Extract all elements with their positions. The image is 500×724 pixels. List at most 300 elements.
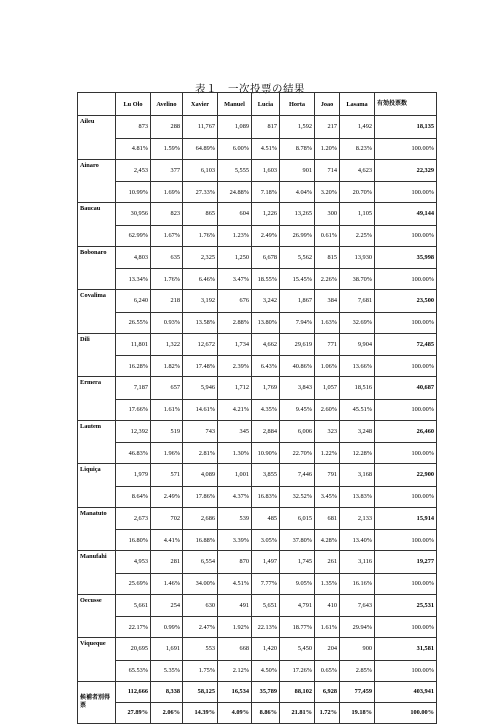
percent-cell: 7.18% [252, 182, 280, 203]
vote-cell: 4,089 [183, 464, 218, 487]
percent-cell: 22.17% [116, 617, 151, 638]
column-header: Avelino [151, 93, 183, 116]
vote-cell: 11,801 [116, 333, 151, 356]
percent-cell: 9.45% [280, 399, 315, 420]
election-results-table [77, 92, 437, 724]
total-vote-cell: 35,789 [252, 681, 280, 702]
percent-cell: 2.12% [218, 660, 252, 681]
percent-cell: 0.93% [151, 312, 183, 333]
vote-cell: 11,767 [183, 116, 218, 139]
percent-cell: 4.41% [151, 530, 183, 551]
district-spacer [78, 399, 116, 420]
district-name: Liquiça [78, 464, 116, 487]
vote-cell: 377 [151, 159, 183, 182]
percent-cell: 34.00% [183, 573, 218, 594]
percent-cell: 7.94% [280, 312, 315, 333]
vote-cell: 410 [315, 594, 340, 617]
percent-cell: 100.00% [375, 399, 437, 420]
total-vote-cell: 16,534 [218, 681, 252, 702]
vote-cell: 3,855 [252, 464, 280, 487]
percent-cell: 100.00% [375, 182, 437, 203]
percent-cell: 1.76% [183, 225, 218, 246]
vote-cell: 2,325 [183, 246, 218, 269]
vote-cell: 300 [315, 203, 340, 226]
vote-cell: 2,884 [252, 420, 280, 443]
percent-cell: 13.40% [340, 530, 375, 551]
footer-label: 候補者別得票 [78, 681, 116, 723]
percent-cell: 3.20% [315, 182, 340, 203]
vote-cell: 4,803 [116, 246, 151, 269]
percent-cell: 1.61% [315, 617, 340, 638]
percent-cell: 6.46% [183, 269, 218, 290]
vote-cell: 2,686 [183, 507, 218, 530]
percent-cell: 1.59% [151, 138, 183, 159]
vote-cell: 702 [151, 507, 183, 530]
district-spacer [78, 443, 116, 464]
district-spacer [78, 486, 116, 507]
vote-cell: 288 [151, 116, 183, 139]
district-name: Covalima [78, 290, 116, 313]
percent-cell: 45.51% [340, 399, 375, 420]
vote-cell: 30,956 [116, 203, 151, 226]
district-name: Manatuto [78, 507, 116, 530]
percent-cell: 0.61% [315, 225, 340, 246]
vote-cell: 3,116 [340, 551, 375, 574]
column-header: Joao [315, 93, 340, 116]
vote-cell: 1,745 [280, 551, 315, 574]
vote-cell: 6,678 [252, 246, 280, 269]
percent-cell: 14.61% [183, 399, 218, 420]
vote-cell: 7,643 [340, 594, 375, 617]
percent-cell: 10.90% [252, 443, 280, 464]
vote-cell: 2,453 [116, 159, 151, 182]
vote-cell: 7,681 [340, 290, 375, 313]
percent-cell: 13.66% [340, 356, 375, 377]
percent-cell: 8.23% [340, 138, 375, 159]
vote-cell: 5,651 [252, 594, 280, 617]
vote-cell: 1,057 [315, 377, 340, 400]
percent-cell: 18.77% [280, 617, 315, 638]
percent-cell: 0.65% [315, 660, 340, 681]
vote-cell: 1,089 [218, 116, 252, 139]
vote-cell: 12,672 [183, 333, 218, 356]
total-percent-cell: 8.86% [252, 702, 280, 723]
vote-cell: 29,619 [280, 333, 315, 356]
vote-cell: 681 [315, 507, 340, 530]
percent-cell: 17.26% [280, 660, 315, 681]
total-percent-cell: 14.39% [183, 702, 218, 723]
percent-cell: 16.16% [340, 573, 375, 594]
vote-cell: 657 [151, 377, 183, 400]
vote-cell: 6,554 [183, 551, 218, 574]
vote-cell: 204 [315, 638, 340, 661]
percent-cell: 2.47% [183, 617, 218, 638]
vote-cell: 901 [280, 159, 315, 182]
percent-cell: 24.88% [218, 182, 252, 203]
percent-cell: 17.66% [116, 399, 151, 420]
total-vote-cell: 8,338 [151, 681, 183, 702]
table-row-percent [78, 182, 437, 203]
percent-cell: 2.85% [340, 660, 375, 681]
district-spacer [78, 312, 116, 333]
vote-cell: 630 [183, 594, 218, 617]
vote-cell: 2,133 [340, 507, 375, 530]
vote-cell: 3,242 [252, 290, 280, 313]
district-spacer [78, 269, 116, 290]
table-row-percent [78, 269, 437, 290]
vote-cell: 817 [252, 116, 280, 139]
table-row-percent [78, 443, 437, 464]
vote-cell: 25,531 [375, 594, 437, 617]
vote-cell: 6,240 [116, 290, 151, 313]
vote-cell: 1,226 [252, 203, 280, 226]
percent-cell: 1.63% [315, 312, 340, 333]
vote-cell: 635 [151, 246, 183, 269]
percent-cell: 1.67% [151, 225, 183, 246]
percent-cell: 7.77% [252, 573, 280, 594]
vote-cell: 19,277 [375, 551, 437, 574]
vote-cell: 22,900 [375, 464, 437, 487]
percent-cell: 62.99% [116, 225, 151, 246]
vote-cell: 6,015 [280, 507, 315, 530]
percent-cell: 1.20% [315, 138, 340, 159]
vote-cell: 870 [218, 551, 252, 574]
vote-cell: 3,168 [340, 464, 375, 487]
percent-cell: 26.55% [116, 312, 151, 333]
district-spacer [78, 573, 116, 594]
percent-cell: 22.70% [280, 443, 315, 464]
table-row-votes [78, 594, 437, 617]
total-percent-cell: 21.81% [280, 702, 315, 723]
table-row-votes [78, 377, 437, 400]
table-row-total-percent [78, 702, 437, 723]
table-row-votes [78, 246, 437, 269]
vote-cell: 26,460 [375, 420, 437, 443]
percent-cell: 2.88% [218, 312, 252, 333]
vote-cell: 1,250 [218, 246, 252, 269]
district-spacer [78, 660, 116, 681]
percent-cell: 65.53% [116, 660, 151, 681]
vote-cell: 485 [252, 507, 280, 530]
column-header: Lucia [252, 93, 280, 116]
percent-cell: 18.55% [252, 269, 280, 290]
district-spacer [78, 356, 116, 377]
vote-cell: 3,843 [280, 377, 315, 400]
vote-cell: 539 [218, 507, 252, 530]
vote-cell: 553 [183, 638, 218, 661]
percent-cell: 100.00% [375, 617, 437, 638]
percent-cell: 8.64% [116, 486, 151, 507]
percent-cell: 100.00% [375, 486, 437, 507]
percent-cell: 4.35% [252, 399, 280, 420]
percent-cell: 13.58% [183, 312, 218, 333]
percent-cell: 100.00% [375, 269, 437, 290]
vote-cell: 519 [151, 420, 183, 443]
percent-cell: 4.28% [315, 530, 340, 551]
table-row-percent [78, 573, 437, 594]
percent-cell: 32.69% [340, 312, 375, 333]
total-vote-cell: 58,125 [183, 681, 218, 702]
percent-cell: 26.99% [280, 225, 315, 246]
vote-cell: 7,446 [280, 464, 315, 487]
percent-cell: 1.61% [151, 399, 183, 420]
percent-cell: 4.51% [252, 138, 280, 159]
vote-cell: 5,661 [116, 594, 151, 617]
percent-cell: 12.28% [340, 443, 375, 464]
percent-cell: 1.69% [151, 182, 183, 203]
percent-cell: 10.99% [116, 182, 151, 203]
percent-cell: 13.80% [252, 312, 280, 333]
vote-cell: 20,695 [116, 638, 151, 661]
total-percent-cell: 19.18% [340, 702, 375, 723]
vote-cell: 40,687 [375, 377, 437, 400]
vote-cell: 218 [151, 290, 183, 313]
percent-cell: 100.00% [375, 138, 437, 159]
vote-cell: 743 [183, 420, 218, 443]
vote-cell: 491 [218, 594, 252, 617]
percent-cell: 3.05% [252, 530, 280, 551]
percent-cell: 64.89% [183, 138, 218, 159]
vote-cell: 668 [218, 638, 252, 661]
vote-cell: 5,562 [280, 246, 315, 269]
percent-cell: 13.83% [340, 486, 375, 507]
vote-cell: 4,662 [252, 333, 280, 356]
percent-cell: 5.35% [151, 660, 183, 681]
vote-cell: 13,265 [280, 203, 315, 226]
percent-cell: 15.45% [280, 269, 315, 290]
total-percent-cell: 4.09% [218, 702, 252, 723]
district-name: Viqueque [78, 638, 116, 661]
percent-cell: 1.75% [183, 660, 218, 681]
table-row-percent [78, 530, 437, 551]
vote-cell: 4,623 [340, 159, 375, 182]
percent-cell: 16.83% [252, 486, 280, 507]
column-header [78, 93, 116, 116]
vote-cell: 6,006 [280, 420, 315, 443]
percent-cell: 1.82% [151, 356, 183, 377]
vote-cell: 49,144 [375, 203, 437, 226]
district-spacer [78, 530, 116, 551]
header-row [78, 93, 437, 116]
percent-cell: 3.39% [218, 530, 252, 551]
vote-cell: 1,105 [340, 203, 375, 226]
district-name: Lautem [78, 420, 116, 443]
percent-cell: 0.99% [151, 617, 183, 638]
vote-cell: 13,930 [340, 246, 375, 269]
table-row-percent [78, 399, 437, 420]
total-vote-cell: 403,941 [375, 681, 437, 702]
district-name: Ainaro [78, 159, 116, 182]
percent-cell: 4.04% [280, 182, 315, 203]
total-vote-cell: 6,928 [315, 681, 340, 702]
percent-cell: 27.33% [183, 182, 218, 203]
percent-cell: 16.28% [116, 356, 151, 377]
percent-cell: 17.86% [183, 486, 218, 507]
percent-cell: 4.50% [252, 660, 280, 681]
percent-cell: 25.69% [116, 573, 151, 594]
percent-cell: 1.30% [218, 443, 252, 464]
percent-cell: 4.37% [218, 486, 252, 507]
vote-cell: 791 [315, 464, 340, 487]
table-row-percent [78, 486, 437, 507]
table-row-votes [78, 551, 437, 574]
vote-cell: 18,135 [375, 116, 437, 139]
vote-cell: 1,492 [340, 116, 375, 139]
vote-cell: 571 [151, 464, 183, 487]
column-header: Lasama [340, 93, 375, 116]
vote-cell: 1,001 [218, 464, 252, 487]
percent-cell: 29.94% [340, 617, 375, 638]
district-spacer [78, 225, 116, 246]
table-row-votes [78, 159, 437, 182]
vote-cell: 2,673 [116, 507, 151, 530]
percent-cell: 9.05% [280, 573, 315, 594]
vote-cell: 345 [218, 420, 252, 443]
percent-cell: 1.35% [315, 573, 340, 594]
vote-cell: 217 [315, 116, 340, 139]
district-name: Dili [78, 333, 116, 356]
vote-cell: 18,516 [340, 377, 375, 400]
vote-cell: 1,769 [252, 377, 280, 400]
district-spacer [78, 138, 116, 159]
table-row-percent [78, 356, 437, 377]
percent-cell: 13.34% [116, 269, 151, 290]
vote-cell: 35,998 [375, 246, 437, 269]
percent-cell: 2.49% [252, 225, 280, 246]
percent-cell: 1.22% [315, 443, 340, 464]
total-vote-cell: 77,459 [340, 681, 375, 702]
column-header: Horta [280, 93, 315, 116]
table-row-votes [78, 116, 437, 139]
vote-cell: 7,187 [116, 377, 151, 400]
percent-cell: 100.00% [375, 573, 437, 594]
vote-cell: 384 [315, 290, 340, 313]
percent-cell: 3.47% [218, 269, 252, 290]
vote-cell: 261 [315, 551, 340, 574]
table-row-percent [78, 138, 437, 159]
percent-cell: 16.88% [183, 530, 218, 551]
vote-cell: 5,946 [183, 377, 218, 400]
vote-cell: 281 [151, 551, 183, 574]
vote-cell: 900 [340, 638, 375, 661]
percent-cell: 37.80% [280, 530, 315, 551]
vote-cell: 815 [315, 246, 340, 269]
percent-cell: 38.70% [340, 269, 375, 290]
percent-cell: 40.86% [280, 356, 315, 377]
table-row-votes [78, 203, 437, 226]
total-percent-cell: 2.06% [151, 702, 183, 723]
percent-cell: 1.46% [151, 573, 183, 594]
vote-cell: 12,392 [116, 420, 151, 443]
total-percent-cell: 100.00% [375, 702, 437, 723]
percent-cell: 100.00% [375, 356, 437, 377]
percent-cell: 100.00% [375, 443, 437, 464]
vote-cell: 72,485 [375, 333, 437, 356]
table-row-votes [78, 333, 437, 356]
percent-cell: 100.00% [375, 530, 437, 551]
percent-cell: 2.26% [315, 269, 340, 290]
vote-cell: 1,497 [252, 551, 280, 574]
percent-cell: 2.60% [315, 399, 340, 420]
percent-cell: 100.00% [375, 225, 437, 246]
table-row-total-votes [78, 681, 437, 702]
percent-cell: 100.00% [375, 312, 437, 333]
district-spacer [78, 182, 116, 203]
column-header: Xavier [183, 93, 218, 116]
vote-cell: 1,979 [116, 464, 151, 487]
vote-cell: 1,592 [280, 116, 315, 139]
column-header-valid-votes: 有効投票数 [375, 93, 437, 116]
vote-cell: 9,904 [340, 333, 375, 356]
table-row-percent [78, 312, 437, 333]
column-header: Lu Olo [116, 93, 151, 116]
vote-cell: 1,691 [151, 638, 183, 661]
percent-cell: 32.52% [280, 486, 315, 507]
percent-cell: 4.81% [116, 138, 151, 159]
vote-cell: 5,555 [218, 159, 252, 182]
vote-cell: 1,867 [280, 290, 315, 313]
table-row-votes [78, 420, 437, 443]
table-row-votes [78, 638, 437, 661]
vote-cell: 1,603 [252, 159, 280, 182]
vote-cell: 4,953 [116, 551, 151, 574]
district-name: Oecusse [78, 594, 116, 617]
vote-cell: 771 [315, 333, 340, 356]
vote-cell: 873 [116, 116, 151, 139]
vote-cell: 1,322 [151, 333, 183, 356]
total-vote-cell: 88,102 [280, 681, 315, 702]
table-row-percent [78, 225, 437, 246]
percent-cell: 17.48% [183, 356, 218, 377]
vote-cell: 323 [315, 420, 340, 443]
district-name: Bobonaro [78, 246, 116, 269]
percent-cell: 6.43% [252, 356, 280, 377]
percent-cell: 2.49% [151, 486, 183, 507]
total-percent-cell: 27.89% [116, 702, 151, 723]
percent-cell: 1.06% [315, 356, 340, 377]
district-name: Ermera [78, 377, 116, 400]
percent-cell: 22.13% [252, 617, 280, 638]
vote-cell: 676 [218, 290, 252, 313]
percent-cell: 46.83% [116, 443, 151, 464]
vote-cell: 4,791 [280, 594, 315, 617]
column-header: Manuel [218, 93, 252, 116]
table-row-votes [78, 464, 437, 487]
percent-cell: 1.92% [218, 617, 252, 638]
vote-cell: 1,712 [218, 377, 252, 400]
percent-cell: 4.51% [218, 573, 252, 594]
vote-cell: 1,734 [218, 333, 252, 356]
district-spacer [78, 617, 116, 638]
percent-cell: 2.25% [340, 225, 375, 246]
table-caption: 表１ 一次投票の結果 [195, 83, 305, 95]
vote-cell: 3,192 [183, 290, 218, 313]
vote-cell: 23,500 [375, 290, 437, 313]
vote-cell: 254 [151, 594, 183, 617]
percent-cell: 2.81% [183, 443, 218, 464]
percent-cell: 1.23% [218, 225, 252, 246]
vote-cell: 3,248 [340, 420, 375, 443]
vote-cell: 714 [315, 159, 340, 182]
total-percent-cell: 1.72% [315, 702, 340, 723]
district-name: Aileu [78, 116, 116, 139]
table-body [78, 116, 437, 724]
table-row-votes [78, 507, 437, 530]
percent-cell: 3.45% [315, 486, 340, 507]
vote-cell: 5,450 [280, 638, 315, 661]
percent-cell: 2.39% [218, 356, 252, 377]
percent-cell: 20.70% [340, 182, 375, 203]
